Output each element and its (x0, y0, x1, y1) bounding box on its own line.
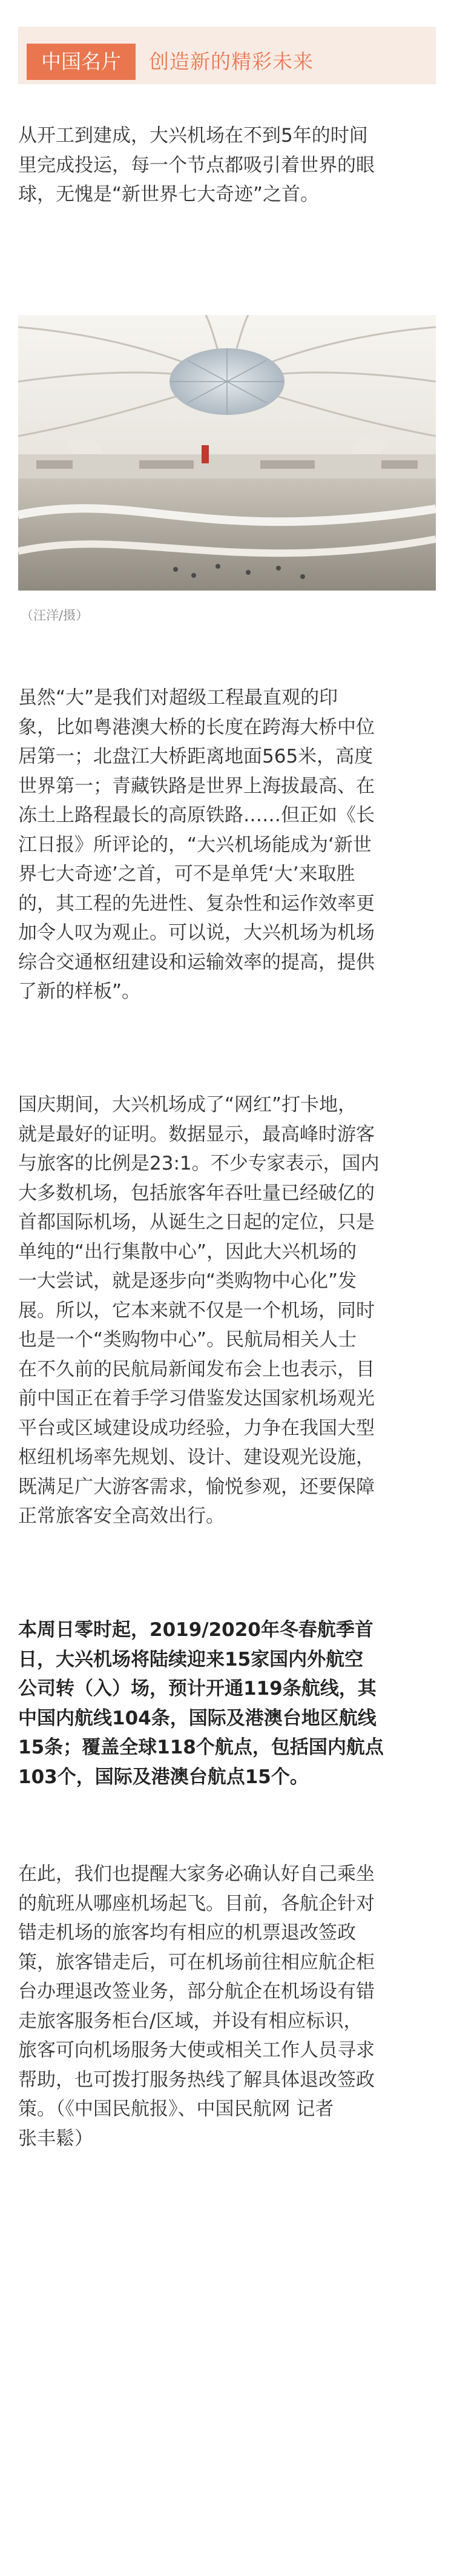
paragraph-line: 既满足广大游客需求，愉悦参观，还要保障 (18, 1475, 375, 1498)
paragraph-line: 单纯的“出行集散中心”，因此大兴机场的 (18, 1240, 357, 1263)
paragraph-line: 一大尝试，就是逐步向“类购物中心化”发 (18, 1270, 357, 1292)
paragraph-line: 中国内航线104条，国际及港澳台地区航线 (18, 1707, 377, 1729)
paragraph-line: 展。所以，它本来就不仅是一个机场，同时 (18, 1299, 375, 1322)
paragraph-intro (18, 121, 436, 210)
paragraph-line: 国庆期间，大兴机场成了“网红”打卡地， (18, 1094, 357, 1116)
paragraph-line: 综合交通枢纽建设和运输效率的提高，提供 (18, 951, 375, 973)
paragraph-line: 15条；覆盖全球118个航点，包括国内航点 (18, 1737, 384, 1758)
paragraph-line: 在不久前的民航局新闻发布会上也表示，目 (18, 1358, 375, 1380)
photo-caption: （汪洋/摄） (21, 608, 89, 623)
paragraph-line: 象，比如粤港澳大桥的长度在跨海大桥中位 (18, 716, 375, 738)
paragraph-line: 枢纽机场率先规划、设计、建设观光设施， (18, 1446, 375, 1468)
paragraph-line: 居第一；北盘江大桥距离地面565米，高度 (18, 746, 373, 767)
paragraph-line: 台办理退改签业务，部分航企在机场设有错 (18, 1981, 375, 2002)
paragraph-line: 首都国际机场，从诞生之日起的定位，只是 (18, 1211, 375, 1233)
paragraph-line: 虽然“大”是我们对超级工程最直观的印 (18, 687, 338, 709)
paragraph-line: 正常旅客安全高效出行。 (18, 1505, 225, 1527)
paragraph-line: 球，无愧是“新世界七大奇迹”之首。 (18, 184, 320, 205)
paragraph-line: 103个，国际及港澳台航点15个。 (18, 1766, 309, 1788)
paragraph-line: 世界第一；青藏铁路是世界上海拔最高、在 (18, 775, 375, 797)
paragraph-line: 本周日零时起，2019/2020年冬春航季首 (18, 1619, 373, 1641)
paragraph-line: 里完成投运，每一个节点都吸引着世界的眼 (18, 154, 375, 176)
paragraph-line: 策。（《中国民航报》、中国民航网 记者 (18, 2098, 334, 2120)
paragraph-line: 帮助，也可拨打服务热线了解具体退改签政 (18, 2068, 375, 2091)
paragraph-line: 走旅客服务柜台/区域，并设有相应标识， (18, 2010, 363, 2032)
paragraph-line: 界七大奇迹’之首，可不是单凭‘大’来取胜 (18, 863, 355, 885)
paragraph-line: 张丰鬆） (18, 2127, 93, 2150)
paragraph-line: 前中国正在着手学习借鉴发达国家机场观光 (18, 1388, 375, 1409)
header-tag: 中国名片 (27, 44, 136, 80)
paragraph-line: 也是一个“类购物中心”。民航局相关人士 (18, 1329, 357, 1351)
paragraph-line: 策，旅客错走后，可在机场前往相应航企柜 (18, 1951, 375, 1973)
paragraph-national-day (18, 1090, 436, 1531)
paragraph-line: 公司转（入）场，预计开通119条航线，其 (18, 1678, 377, 1700)
paragraph-big (18, 683, 436, 1007)
paragraph-winter-season (18, 1615, 436, 1792)
paragraph-line: 就是最好的证明。数据显示，最高峰时游客 (18, 1123, 375, 1145)
paragraph-line: 旅客可向机场服务大使或相关工作人员寻求 (18, 2039, 375, 2061)
paragraph-line: 了新的样板”。 (18, 981, 141, 1002)
airport-photo (18, 315, 436, 591)
airport-interior-image (18, 315, 436, 591)
paragraph-line: 冻土上路程最长的高原铁路……但正如《长 (18, 804, 375, 826)
paragraph-line: 加令人叹为观止。可以说，大兴机场为机场 (18, 922, 375, 944)
paragraph-line: 在此，我们也提醒大家务必确认好自己乘坐 (18, 1863, 375, 1885)
paragraph-line: 大多数机场，包括旅客年吞吐量已经破亿的 (18, 1182, 375, 1204)
paragraph-reminder (18, 1859, 436, 2153)
paragraph-line: 与旅客的比例是23:1。不少专家表示，国内 (18, 1153, 380, 1174)
paragraph-line: 从开工到建成，大兴机场在不到5年的时间 (18, 125, 368, 147)
paragraph-line: 错走机场的旅客均有相应的机票退改签政 (18, 1922, 356, 1944)
paragraph-line: 江日报》所评论的，“大兴机场能成为‘新世 (18, 833, 372, 856)
paragraph-line: 的航班从哪座机场起飞。目前，各航企针对 (18, 1892, 375, 1915)
header-slogan: 创造新的精彩未来 (149, 50, 314, 73)
paragraph-line: 平台或区域建设成功经验，力争在我国大型 (18, 1417, 375, 1439)
paragraph-line: 的，其工程的先进性、复杂性和运作效率更 (18, 892, 375, 915)
paragraph-line: 日，大兴机场将陆续迎来15家国内外航空 (18, 1648, 364, 1670)
